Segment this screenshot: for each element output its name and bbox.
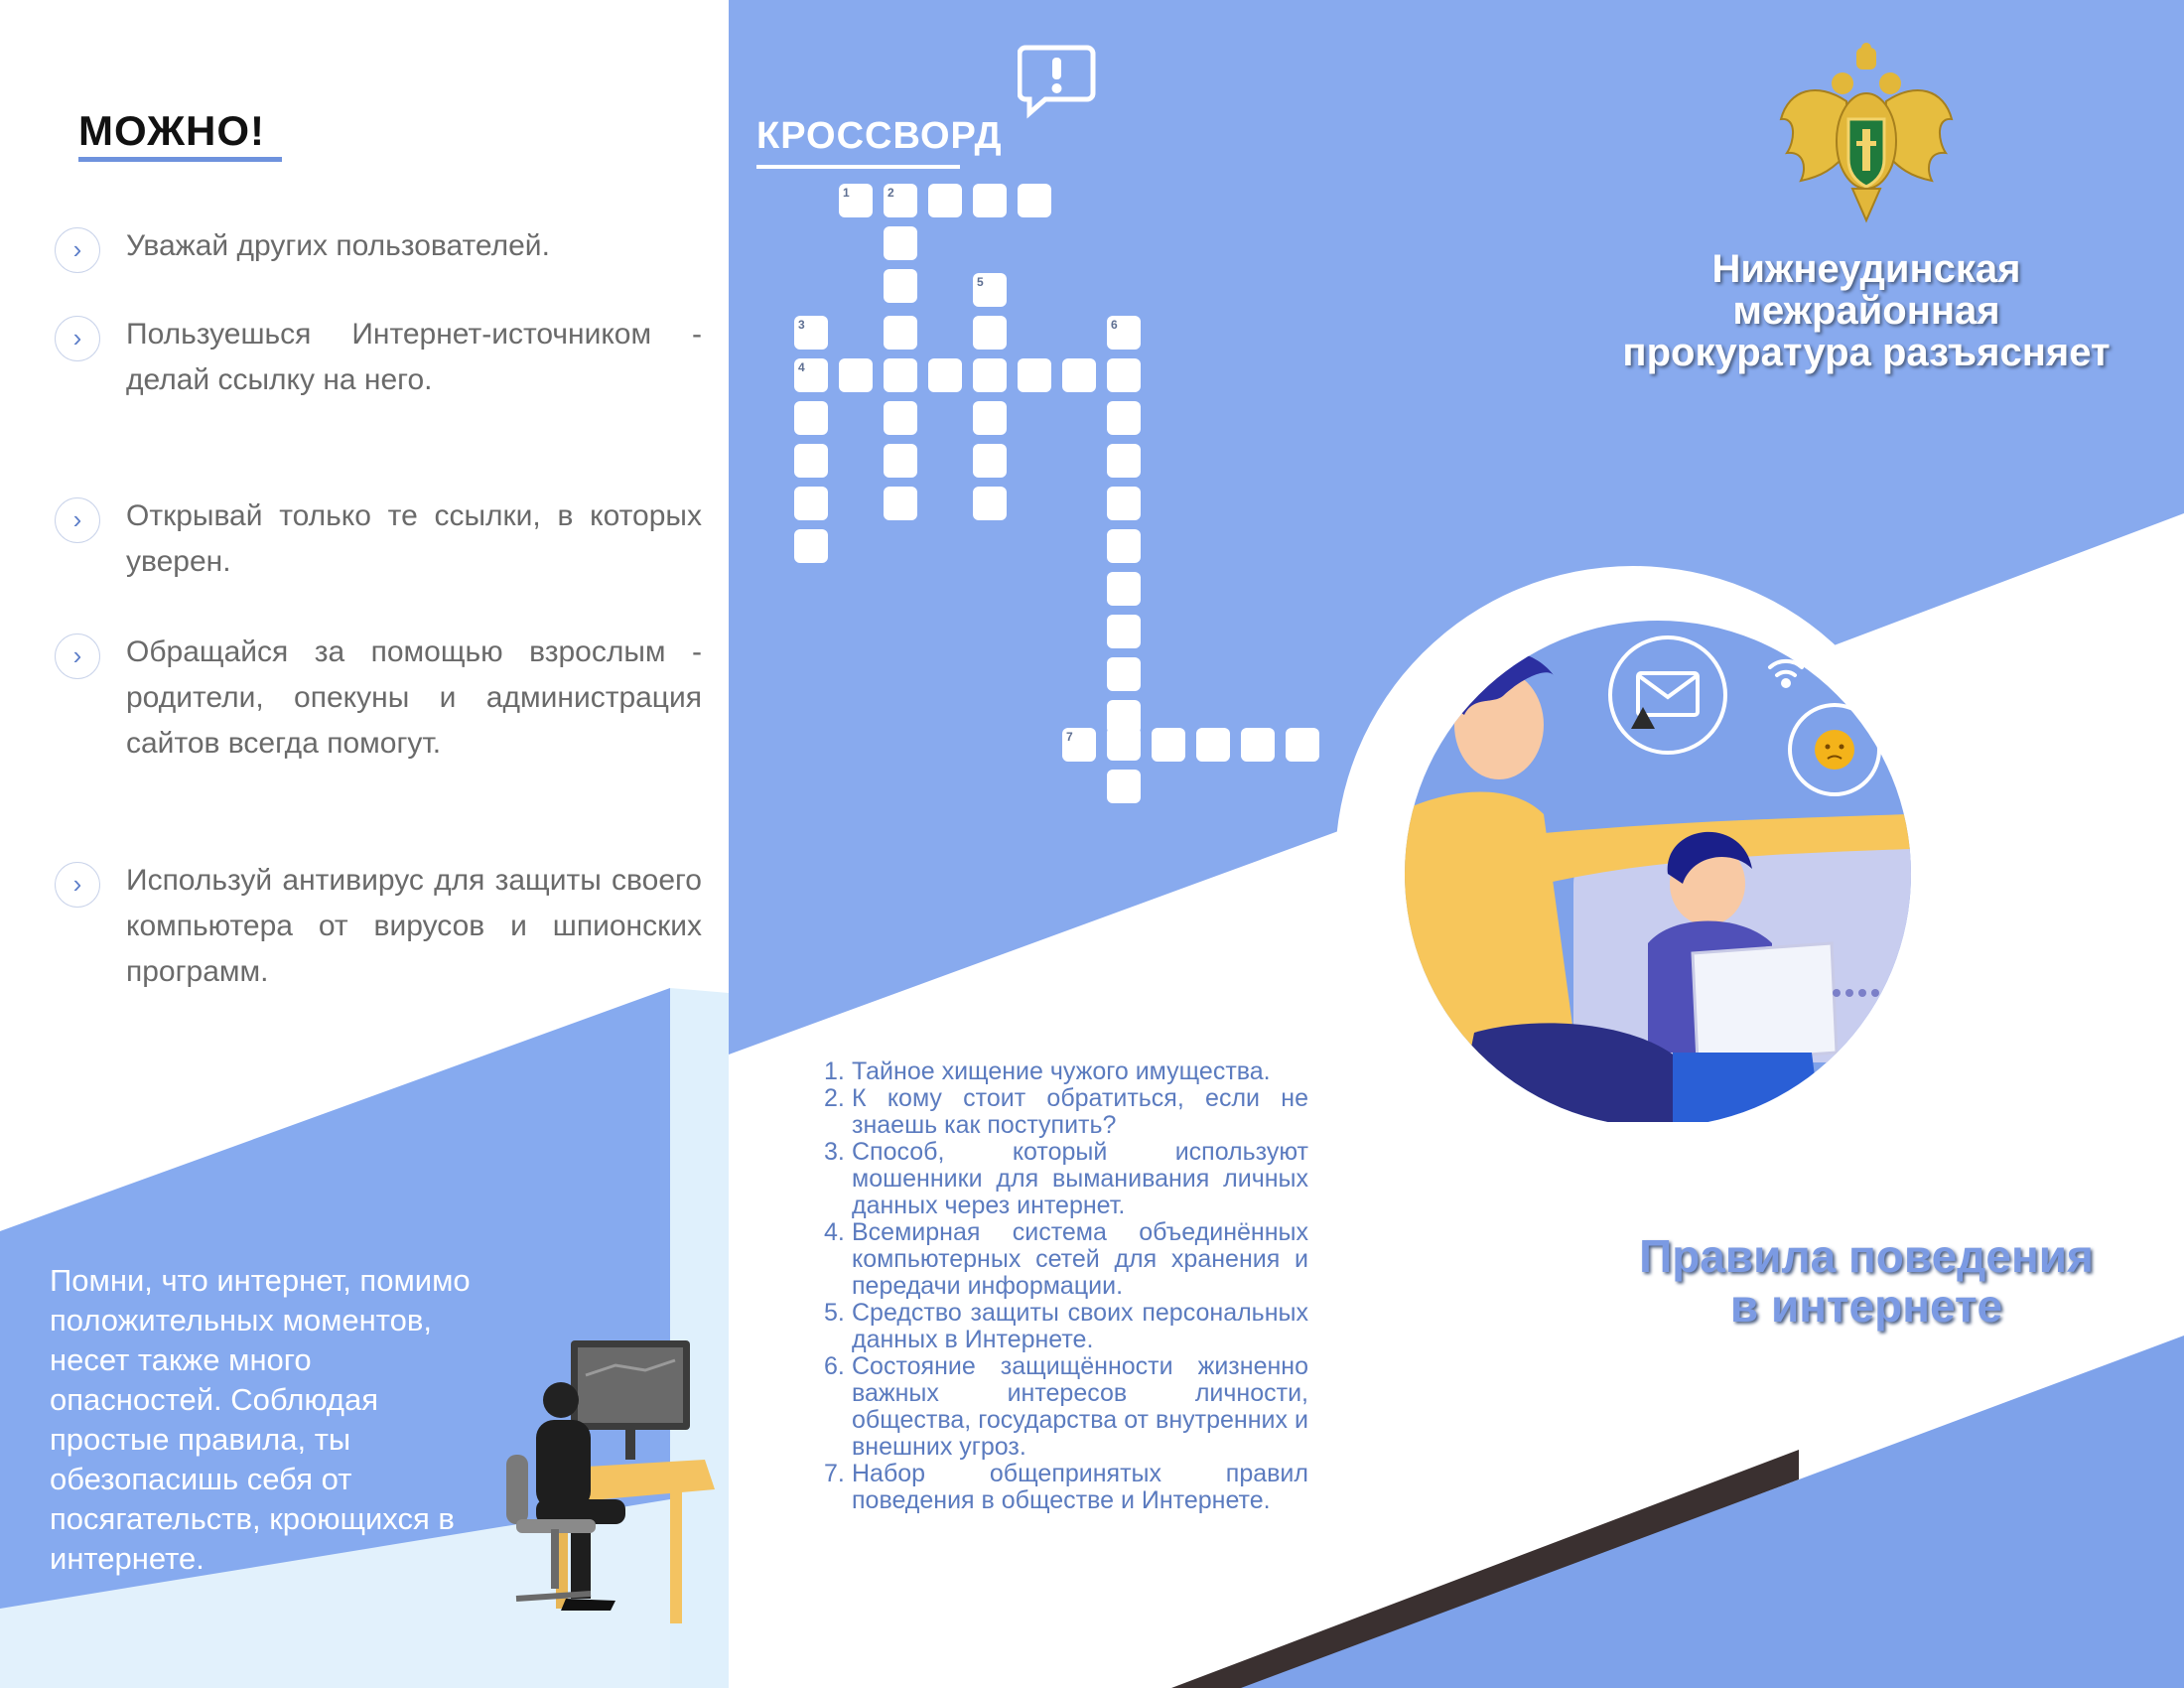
mozhno-title: МОЖНО!	[78, 107, 266, 154]
clue-item: 4. Всемирная система объединённых компьютерных сетей для хранения и передачи информации.	[824, 1218, 1308, 1300]
rule-text: Используй антивирус для защиты своего компьютера от вирусов и шпионских программ.	[126, 864, 702, 988]
chevron-right-icon: ›	[55, 633, 100, 679]
chevron-right-icon: ›	[55, 227, 100, 273]
clue-item: 2. К кому стоит обратиться, если не знаешь как поступить?	[824, 1084, 1308, 1139]
crossword-cell: 4	[794, 358, 828, 392]
right-bottom-blue	[1241, 1336, 2184, 1688]
clue-item: 5. Средство защиты своих персональных данных в Интернете.	[824, 1299, 1308, 1353]
chevron-right-icon: ›	[55, 316, 100, 361]
crossword-cell: 3	[794, 316, 828, 350]
chevron-right-icon: ›	[55, 862, 100, 908]
speech-bubble-exclamation-icon	[1018, 42, 1097, 121]
brochure-title: Правила поведения в интернете	[1639, 1230, 2094, 1332]
crossword-cell: 6	[1107, 316, 1141, 350]
clue-item: 3. Способ, который используют мошенники для выманивания личных данных через интернет.	[824, 1138, 1308, 1219]
parent-child-laptop-illustration	[1395, 616, 1921, 1122]
title-underline	[78, 157, 282, 162]
title-underline	[756, 165, 960, 169]
crossword-cell: 1	[839, 184, 873, 217]
clue-item: 6. Состояние защищённости жизненно важных интересов личности, общества, государства от внутренних и внешних угроз.	[824, 1352, 1308, 1461]
rule-text: Обращайся за помощью взрослым - родители, опекуны и администрация сайтов всегда помогут.	[126, 635, 702, 760]
rule-text: Уважай других пользователей.	[126, 229, 550, 262]
rule-text: Открывай только те ссылки, в которых уверен.	[126, 499, 702, 578]
crossword-cell: 2	[884, 184, 917, 217]
crossword-cell: 5	[973, 273, 1007, 307]
crossword-cell: 7	[1062, 728, 1096, 762]
clue-item: 7. Набор общепринятых правил поведения в обществе и Интернете.	[824, 1460, 1308, 1514]
crossword-clues	[824, 1058, 1308, 1514]
organization-name: Нижнеудинская межрайонная прокуратура разъясняет	[1622, 247, 2111, 374]
person-at-computer-illustration	[477, 1331, 725, 1628]
crossword-title: КРОССВОРД	[756, 115, 1003, 157]
rule-text: Пользуешься Интернет-источником - делай ссылку на него.	[126, 318, 702, 396]
clue-item: 1. Тайное хищение чужого имущества.	[824, 1057, 1271, 1085]
chevron-right-icon: ›	[55, 497, 100, 543]
coat-of-arms-emblem	[1777, 42, 1956, 230]
warning-paragraph: Помни, что интернет, помимо положительных моментов, несет также много опасностей. Соблюдая простые правила, ты обезопасишь себя от посягательств, кроющихся в интернете.	[50, 1263, 471, 1576]
